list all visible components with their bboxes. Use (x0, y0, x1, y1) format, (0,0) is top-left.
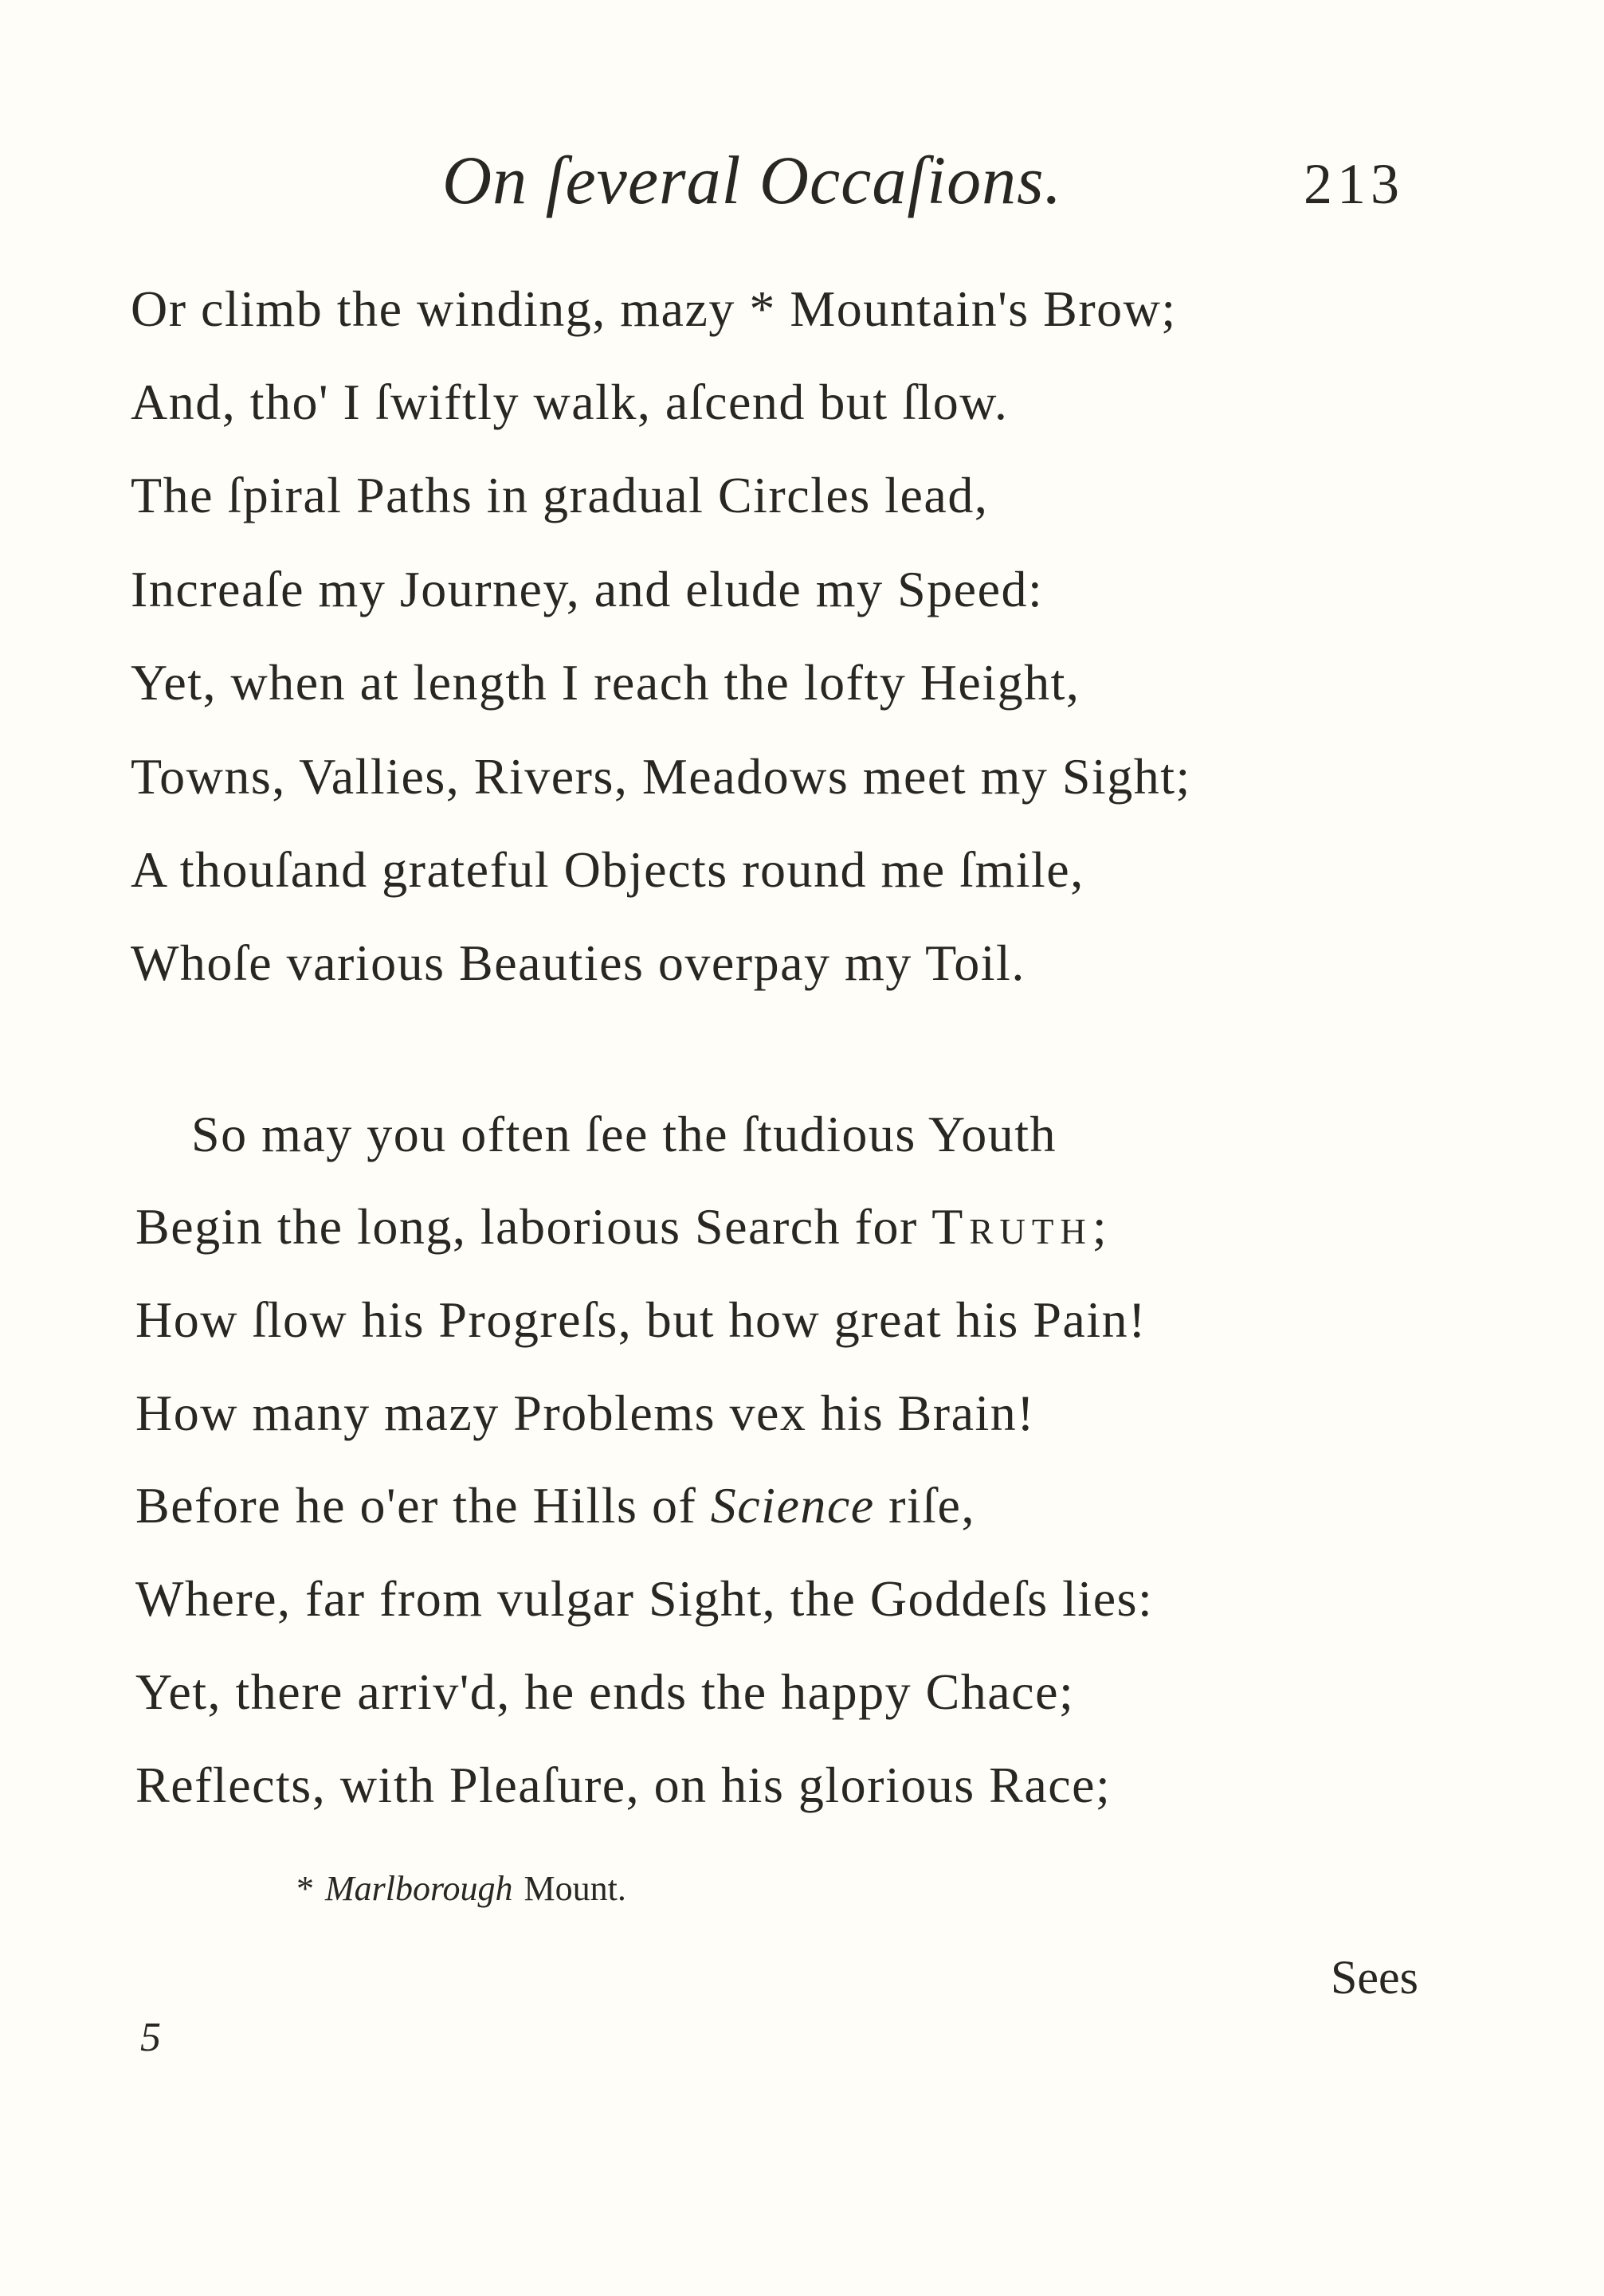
verse-line: Where, far from vulgar Sight, the Goddeſs lies: (135, 1570, 1154, 1627)
signature-mark: 5 (140, 2015, 161, 2060)
verse-line (135, 1477, 975, 1534)
verse-line: The ſpiral Paths in gradual Circles lead, (131, 467, 989, 523)
footnote-mark: * (296, 1869, 314, 1908)
verse-line: Towns, Vallies, Rivers, Meadows meet my Sight; (131, 748, 1191, 805)
verse-line: And, tho' I ſwiftly walk, aſcend but ſlow. (131, 374, 1009, 430)
verse-line: Increaſe my Journey, and elude my Speed: (131, 561, 1044, 617)
verse-line: Yet, when at length I reach the lofty Height, (131, 654, 1080, 711)
verse-italic: Science (710, 1477, 875, 1534)
page-number: 213 (1304, 152, 1404, 216)
verse-line: Yet, there arriv'd, he ends the happy Chace; (135, 1663, 1075, 1720)
footnote-text: Mount. (524, 1869, 626, 1908)
verse-line: A thouſand grateful Objects round me ſmile, (131, 841, 1084, 898)
footnote-name: Marlborough (325, 1869, 513, 1908)
verse-text: riſe, (874, 1477, 975, 1534)
footnote (296, 1868, 626, 1909)
catchword: Sees (1331, 1951, 1418, 2004)
verse-line: Reflects, with Pleaſure, on his glorious Race; (135, 1757, 1112, 1813)
running-head (0, 140, 1604, 228)
verse-line: Or climb the winding, mazy * Mountain's Brow; (131, 280, 1177, 337)
verse-line (135, 1198, 1108, 1255)
verse-line: Whoſe various Beauties overpay my Toil. (131, 934, 1026, 991)
verse-text: ; (1092, 1198, 1108, 1255)
verse-line: So may you often ſee the ſtudious Youth (191, 1106, 1057, 1162)
verse-text: Before he o'er the Hills of (135, 1477, 711, 1534)
running-title: On ſeveral Occaſions. (442, 142, 1063, 218)
verse-smallcaps: Truth (931, 1198, 1092, 1255)
verse-line: How ſlow his Progreſs, but how great his Pain! (135, 1291, 1147, 1348)
verse-line: How many mazy Problems vex his Brain! (135, 1385, 1036, 1441)
verse-text: Begin the long, laborious Search for (135, 1198, 932, 1255)
